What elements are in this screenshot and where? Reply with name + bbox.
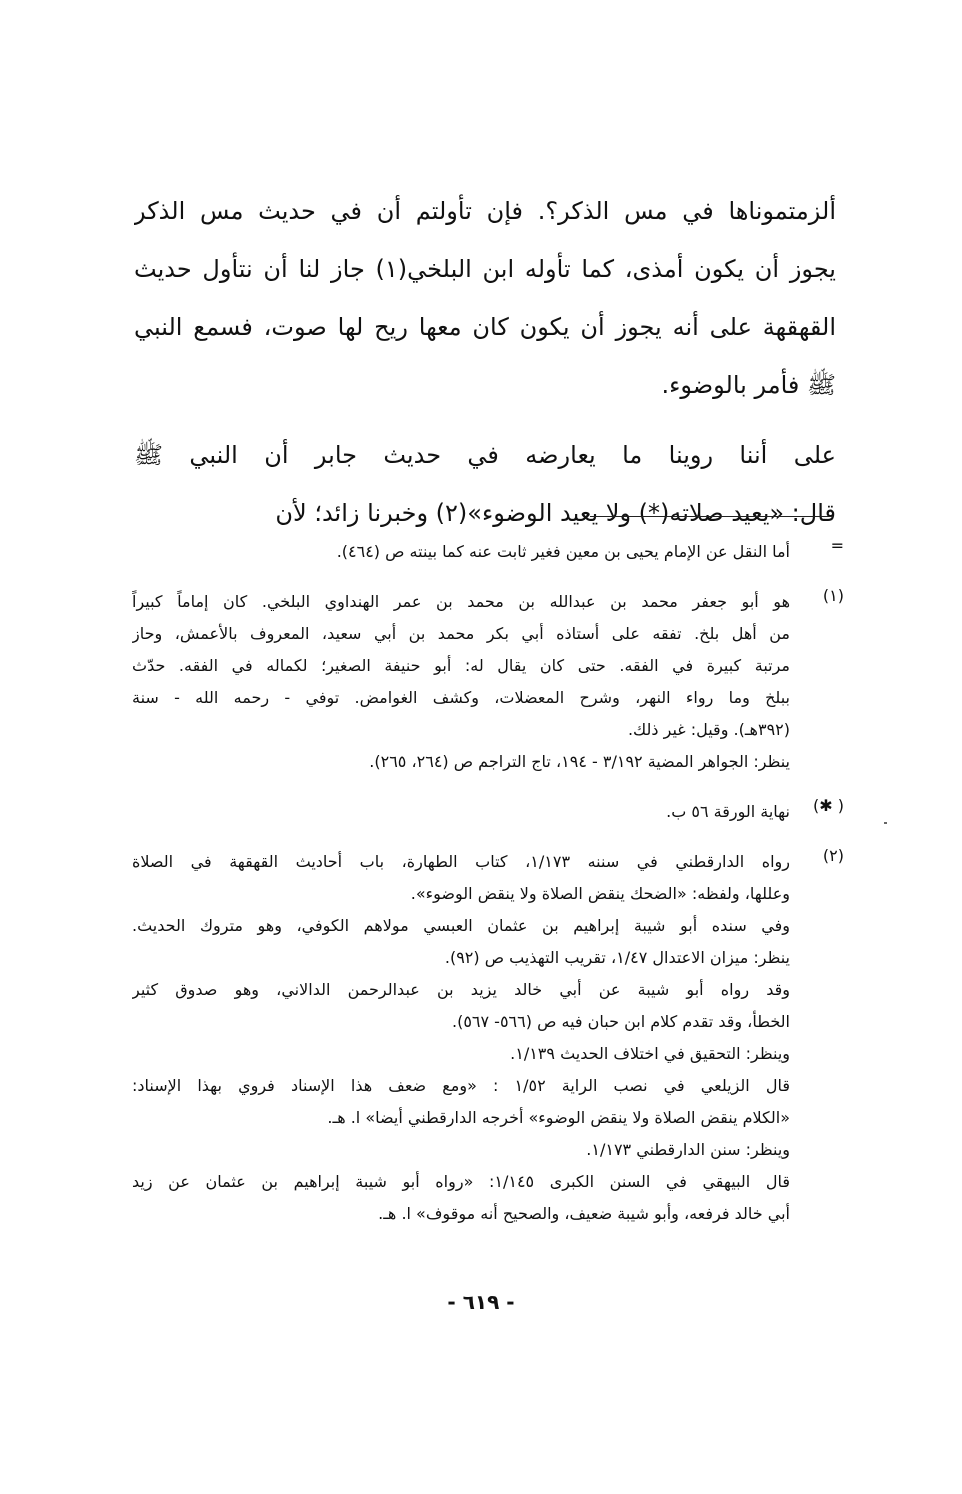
footnote-mark: ( ✱) <box>813 796 844 815</box>
footnote-line: ينظر: ميزان الاعتدال ١/٤٧، تقريب التهذيب ص (٩٢). <box>444 948 790 967</box>
footnote-mark: (١) <box>822 586 844 605</box>
footnote-line: ينظر: الجواهر المضية ٣/١٩٢ - ١٩٤، تاج التراجم ص (٢٦٤، ٢٦٥). <box>369 752 790 771</box>
footnote-line: أما النقل عن الإمام يحيى بن معين فغير ثابت عنه كما بينته ص (٤٦٤). <box>336 542 790 561</box>
footnote-line: من أهل بلخ. تفقه على أستاذه أبي بكر محمد بن أبي سعيد، المعروف بالأعمش، وحاز <box>132 624 790 643</box>
footnote-1 <box>132 586 844 778</box>
footnote-line: وينظر: سنن الدارقطني ١/١٧٣. <box>586 1140 790 1159</box>
main-text-line: ألزمتموناها في مس الذكر؟. فإن تأولتم أن في حديث مس الذكر <box>134 197 836 225</box>
main-text-line: قال: «يعيد صلاته(*) ولا يعيد الوضوء»(٢) وخبرنا زائد؛ لأن <box>275 499 836 527</box>
footnote-continued <box>132 536 844 568</box>
footnote-line: ببلخ وما رواء النهر، وشرح المعضلات، وكشف الغوامض. توفي - رحمه الله - سنة <box>132 688 790 707</box>
main-text-line: القهقهة على أنه يجوز أن يكون كان معها ريح لها صوت، فسمع النبي <box>134 313 836 341</box>
page-number: - ٦١٩ - <box>447 1290 515 1314</box>
main-text-line: على أننا روينا ما يعارضه في حديث جابر أن النبي ﷺ <box>134 441 836 469</box>
footnote-line: نهاية الورقة ٥٦ ب. <box>666 802 790 821</box>
footnotes <box>132 536 844 1230</box>
footnote-line: قال البيهقي في السنن الكبرى ١/١٤٥: «رواه أبو شيبة إبراهيم بن عثمان عن زيد <box>132 1172 790 1191</box>
footnote-line: (٣٩٢هـ). وقيل: غير ذلك. <box>627 720 790 739</box>
footnote-line: وينظر: التحقيق في اختلاف الحديث ١/١٣٩. <box>510 1044 790 1063</box>
footnote-line: الخطأ، وقد تقدم كلام ابن حبان فيه ص (٥٦٦- ٥٦٧). <box>451 1012 790 1031</box>
main-text-line: يجوز أن يكون أمذى، كما تأوله ابن البلخي(١) جاز لنا أن نتأول حديث <box>134 255 836 283</box>
footnote-mark: (٢) <box>822 846 844 865</box>
footnote-folio <box>132 796 844 828</box>
footnote-line: وفي سنده أبو شيبة إبراهيم بن عثمان العبسي مولاهم الكوفي، وهو متروك الحديث. <box>132 916 790 935</box>
footnote-mark: = <box>830 536 844 555</box>
footnote-2 <box>132 846 844 1230</box>
footnote-line: مرتبة كبيرة في الفقه. حتى كان يقال له: أبو حنيفة الصغير؛ لكماله في الفقه. حدّث <box>132 656 790 675</box>
footnote-line: رواه الدارقطني في سننه ١/١٧٣، كتاب الطهارة، باب أحاديث القهقهة في الصلاة <box>132 852 790 871</box>
scan-speck <box>884 822 887 824</box>
main-text-line: ﷺ فأمر بالوضوء. <box>661 371 836 399</box>
footnote-separator <box>590 516 834 517</box>
footnote-line: «الكلام ينقض الصلاة ولا ينقض الوضوء» أخرجه الدارقطني أيضا» ا. هـ. <box>327 1108 790 1127</box>
footnote-line: هو أبو جعفر محمد بن عبدالله بن محمد بن عمر الهنداوي البلخي. كان إماماً كبيراً <box>132 592 790 611</box>
main-text <box>134 182 836 542</box>
footnote-line: وعللها، ولفظه: «الضحك ينقض الصلاة ولا ينقض الوضوء». <box>410 884 790 903</box>
footnote-line: وقد رواه أبو شيبة عن أبي خالد يزيد بن عبدالرحمن الدالاني، وهو صدوق كثير <box>132 980 790 999</box>
footnote-line: قال الزيلعي في نصب الراية ١/٥٢ : «ومع ضعف هذا الإسناد فروي بهذا الإسناد: <box>132 1076 790 1095</box>
footnote-line: أبي خالد فرفعه، وأبو شيبة ضعيف، والصحيح أنه موقوف» ا. هـ. <box>378 1204 790 1223</box>
